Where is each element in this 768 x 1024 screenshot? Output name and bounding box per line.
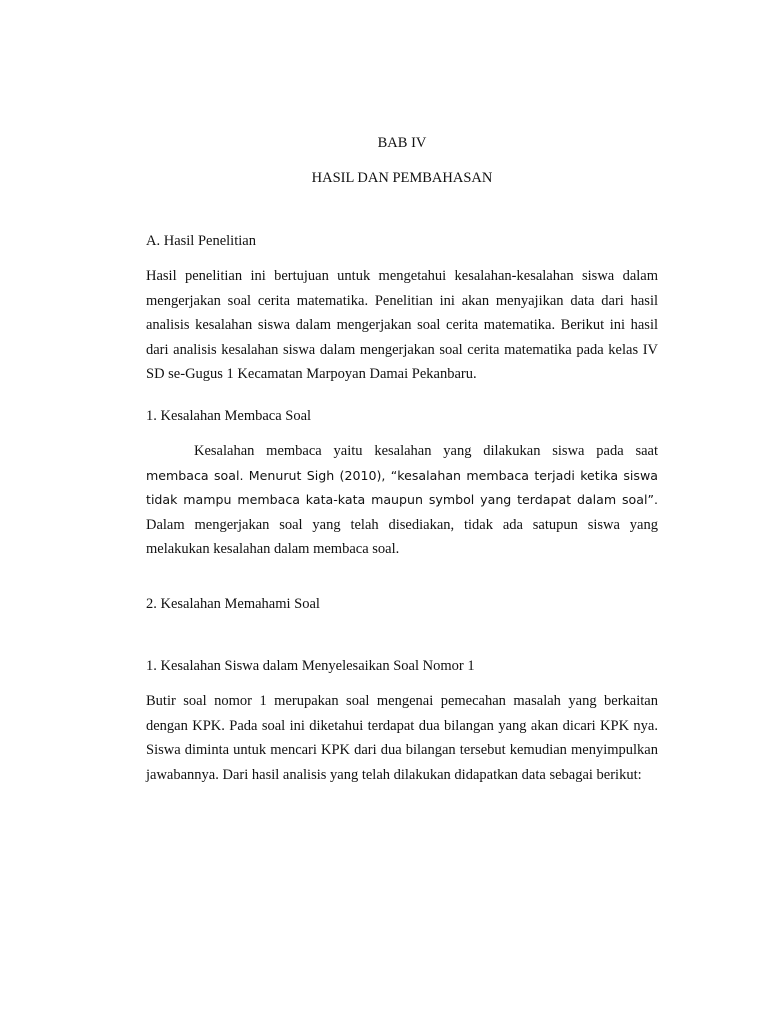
subheading-kesalahan-membaca: 1. Kesalahan Membaca Soal (146, 408, 312, 424)
membaca-quote: membaca soal. Menurut Sigh (2010), “kesalahan membaca terjadi ketika siswa tidak mampu membaca kata-kata maupun symbol yang terdapat dalam soal”. (146, 467, 658, 508)
membaca-paragraph-start: Kesalahan membaca yaitu kesalahan yang dilakukan siswa pada saat (194, 443, 658, 459)
membaca-paragraph-end: Dalam mengerjakan soal yang telah disediakan, tidak ada satupun siswa yang melakukan kesalahan dalam membaca soal. (146, 516, 658, 558)
membaca-paragraph (146, 439, 658, 562)
subheading-kesalahan-memahami: 2. Kesalahan Memahami Soal (146, 596, 320, 612)
chapter-number: BAB IV (377, 135, 427, 151)
chapter-title: HASIL DAN PEMBAHASAN (311, 170, 493, 186)
section-heading-hasil-penelitian: A. Hasil Penelitian (146, 233, 256, 249)
intro-paragraph: Hasil penelitian ini bertujuan untuk mengetahui kesalahan-kesalahan siswa dalam mengerjakan soal cerita matematika. Penelitian ini akan menyajikan data dari hasil analisis kesalahan siswa dalam mengerjakan soal cerita matematika. Berikut ini hasil dari analisis kesalahan siswa dalam mengerjakan soal cerita matematika pada kelas IV SD se-Gugus 1 Kecamatan Marpoyan Damai Pekanbaru. (146, 268, 658, 383)
soal-nomor-1-paragraph: Butir soal nomor 1 merupakan soal mengenai pemecahan masalah yang berkaitan dengan KPK. Pada soal ini diketahui terdapat dua bilangan yang akan dicari KPK nya. Siswa diminta untuk mencari KPK dari dua bilangan tersebut kemudian menyimpulkan jawabannya. Dari hasil analisis yang telah dilakukan didapatkan data sebagai berikut: (146, 693, 658, 783)
subheading-soal-nomor-1: 1. Kesalahan Siswa dalam Menyelesaikan Soal Nomor 1 (146, 658, 475, 674)
